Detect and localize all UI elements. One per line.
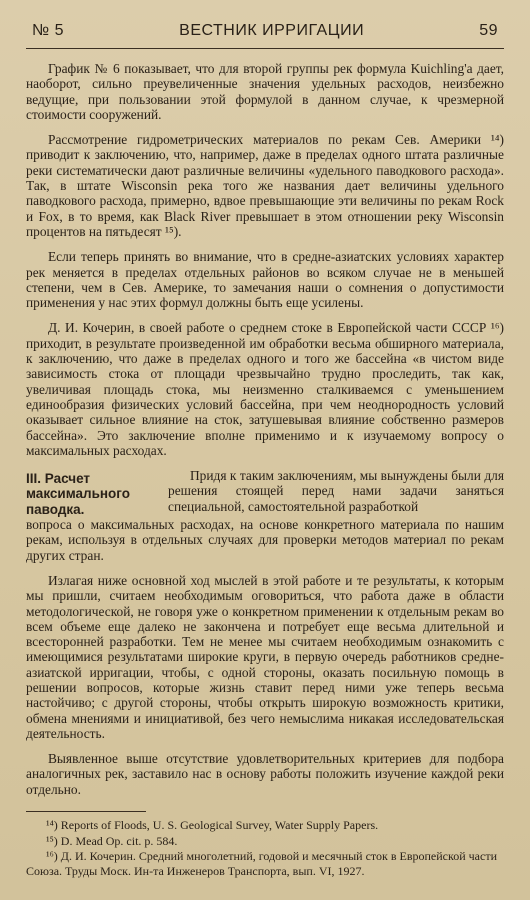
section-heading: III. Расчет максимального паводка. <box>26 471 130 517</box>
footnote-16: ¹⁶) Д. И. Кочерин. Средний многолетний, годовой и месячный сток в Европейской части Союза. Труды Моск. Ин-та Инженеров Транспорта, вып. VI, 1927. <box>26 849 497 878</box>
paragraph-3: Если теперь принять во внимание, что в средне-азиатских условиях характер рек меняется в пределах отдельных районов во всяком случае не в меньшей степени, чем в Сев. Америке, то замечания наши о сомнения о допустимости применения у нас этих формул должны быть еще усилены. <box>26 249 504 311</box>
footnote-15: ¹⁵) D. Mead Op. cit. p. 584. <box>46 833 178 848</box>
paragraph-4: Д. И. Кочерин, в своей работе о среднем стоке в Европейской части СССР ¹⁶) приходит, в результате произведенной им обработки весьма обширного материала, к заключению, что даже в пределах одного и того же бассейна «в чистом виде зависимость стока от площади чрезвычайно трудно проследить, так как, увеличивая площадь стока, мы неизменно сталкиваемся с уменьшением единообразия физических условий бассейна, при чем неоднородность условий оказывает сильное влияние на сток, затушевывая влияние собственно размеров бассейна». Это заключение вполне применимо и к изучаемому вопросу о максимальных расходах. <box>26 320 504 458</box>
paragraph-6: Выявленное выше отсутствие удовлетворительных критериев для подбора аналогичных рек, заставило нас в основу работы положить изучение каждой реки отдельно. <box>26 751 504 797</box>
paragraph-2: Рассмотрение гидрометрических материалов по рекам Сев. Америки ¹⁴) приводит к заключению, что, например, даже в пределах одного штата различные реки систематически дают различные величины «удельного паводкового расхода». Так, в штате Wisconsin река того же названия дает величины удельного паводкового расхода, примерно, вдвое превышающие эти величины по рекам Rock и Fox, в то время, как Black River превышает в этом отношении реку Wisconsin процентов на пятьдесят ¹⁵). <box>26 132 504 239</box>
page-header <box>26 22 504 48</box>
section-lead: Придя к таким заключениям, мы вынуждены были для решения стоящей перед нами задачи заняться специальной, самостоятельной разработкой <box>168 468 504 514</box>
header-rule <box>26 48 504 49</box>
journal-title: ВЕСТНИК ИРРИГАЦИИ <box>179 22 365 39</box>
page-number: 59 <box>479 22 498 39</box>
section-block <box>26 468 504 517</box>
paragraph-1: График № 6 показывает, что для второй группы рек формула Kuichling'a дает, наоборот, сильно преувеличенные значения удельных расходов, неизбежно ведущие, при пользовании этой формулой в данном случае, к чрезмерной стоимости сооружений. <box>26 61 504 122</box>
footnote-14: ¹⁴) Reports of Floods, U. S. Geological Survey, Water Supply Papers. <box>46 818 379 833</box>
paragraph-5: Излагая ниже основной ход мыслей в этой работе и те результаты, к которым мы пришли, считаем необходимым оговориться, что работа даже в области методологической, не говоря уже о конкретном применении к отдельным рекам во всем объеме еще далеко не закончена и потребует еще весьма длительной и всесторонней разработки. Тем не менее мы считаем необходимым ознакомить с имеющимися результатами широкие круги, в первую очередь работников средне-азиатской ирригации, чтобы, с одной стороны, оказать посильную помощь в решении вопросов, которые жизнь ставит перед ними уже теперь весьма настойчиво; с другой стороны, чтобы открыть широкую возможность критики, обмена мнениями и инициативой, без чего немыслима никакая исследовательская деятельность. <box>26 572 504 741</box>
section-continuation: вопроса о максимальных расходах, на основе конкретного материала по нашим рекам, используя в отдельных случаях для проверки методов материал по рекам других стран. <box>26 517 504 563</box>
issue-number: № 5 <box>32 22 65 39</box>
footnote-rule <box>26 811 146 812</box>
